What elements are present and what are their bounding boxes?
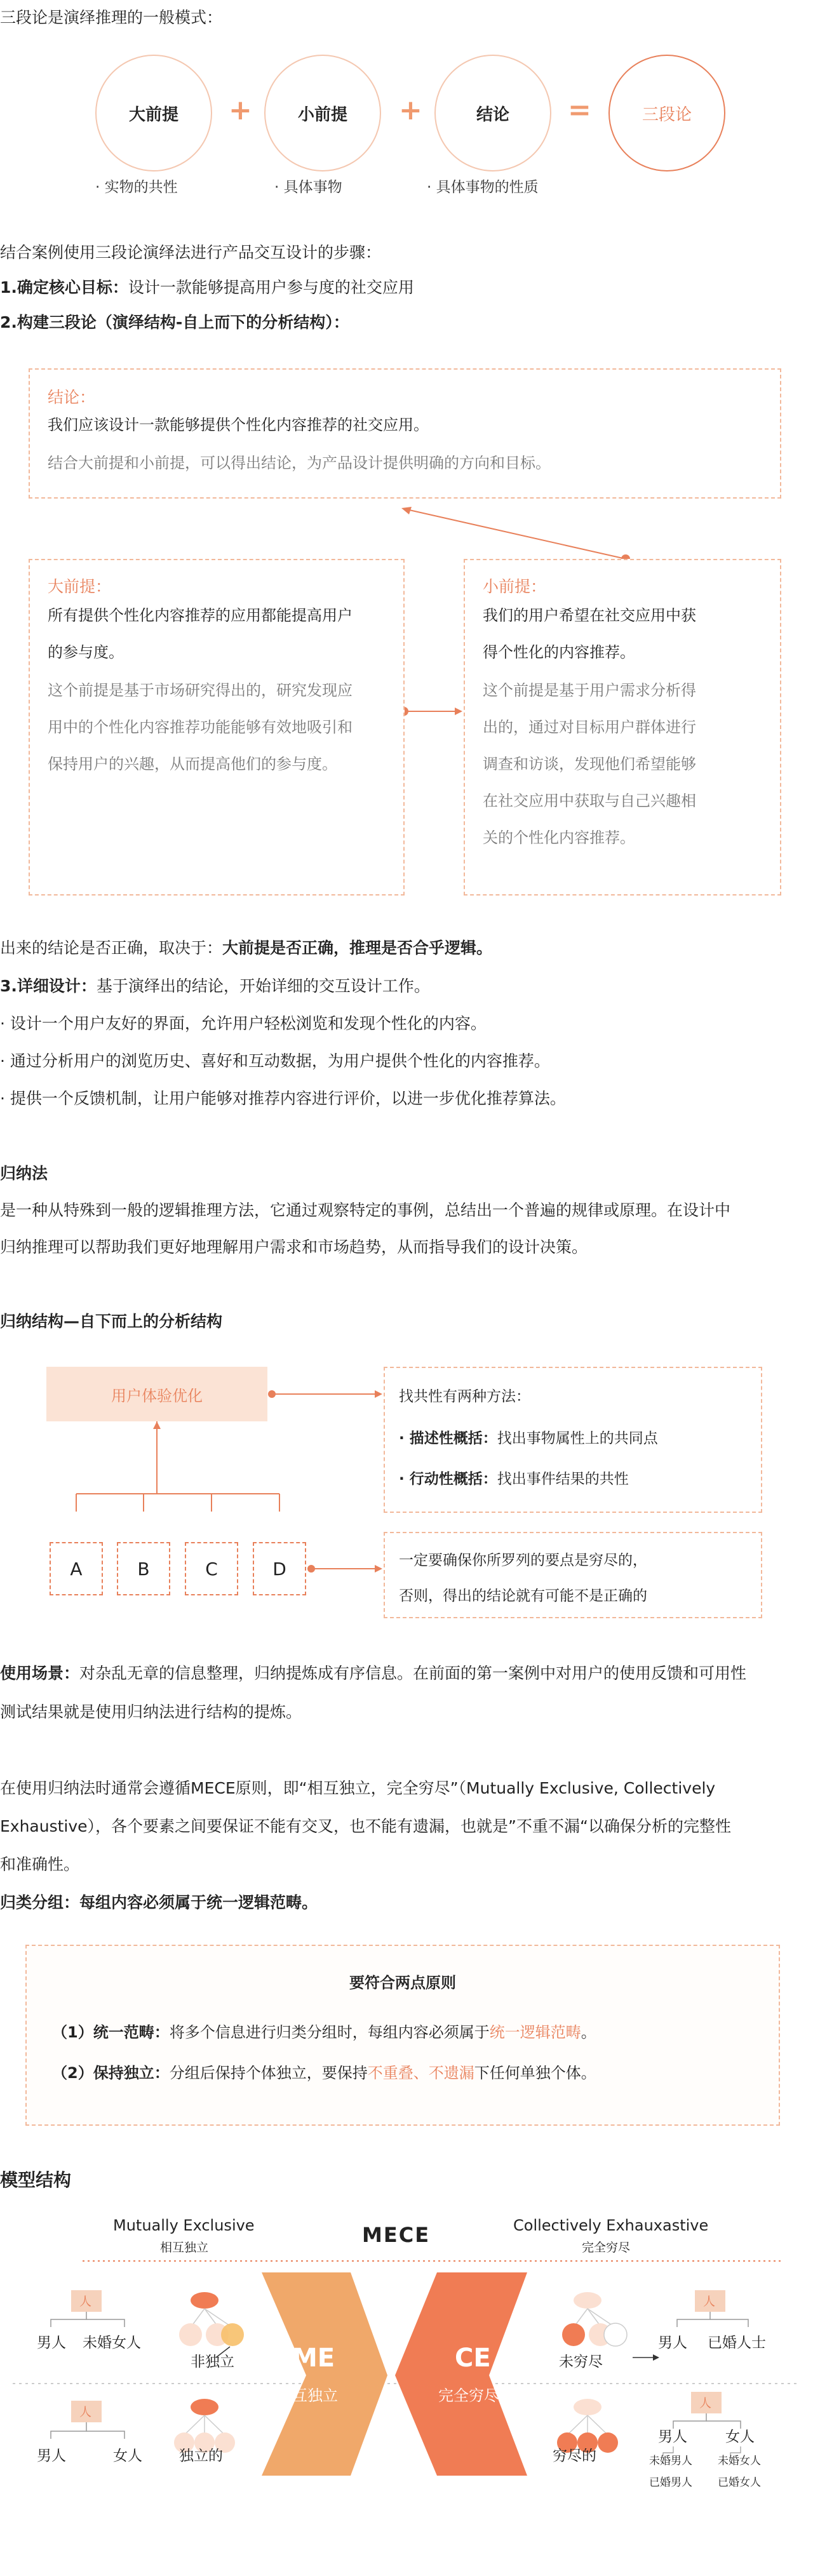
step-1-label: 1.确定核心目标： [0,278,128,297]
me-chinese-label: 相互独立 [160,2241,209,2255]
cluster-parent [191,2292,218,2309]
married-woman-label: 已婚女人 [718,2476,761,2489]
bullet-item: · 提供一个反馈机制，让用户能够对推荐内容进行评价，以进一步优化推荐算法。 [0,1089,566,1108]
minor-text-line: 得个性化的内容推荐。 [483,643,635,661]
step-3-label: 3.详细设计： [0,977,97,995]
person-label: 人 [79,2295,92,2309]
major-note-line: 用中的个性化内容推荐功能能够有效地吸引和 [48,718,353,736]
woman-label: 女人 [725,2429,755,2445]
man-label: 男人 [37,2448,66,2464]
ce-small-label: 完全穷尽 [438,2387,499,2405]
person-label: 人 [699,2396,712,2410]
item-box-d: D [253,1542,306,1595]
me-english-label: Mutually Exclusive [113,2217,255,2234]
principle-1-text: 将多个信息进行归类分组时，每组内容必须属于 [169,2023,490,2041]
not-independent-label: 非独立 [191,2354,234,2370]
cluster-child-missing [604,2323,627,2346]
caption-common: · 实物的共性 [95,179,178,196]
minor-note-line: 关的个性化内容推荐。 [483,829,635,847]
minor-label: 小前提： [483,577,547,596]
step-2: 2.构建三段论（演绎结构-自上而下的分析结构）： [0,313,349,332]
man-label: 男人 [658,2335,687,2351]
result-line [0,937,492,959]
step-3-text: 基于演绎出的结论，开始详细的交互设计工作。 [96,977,430,995]
equals-sign: = [568,94,591,126]
woman-label: 女人 [113,2448,142,2464]
ce-chinese-label: 完全穷尽 [582,2241,631,2255]
item-box-b: B [117,1542,170,1595]
ce-english-label: Collectively Exhauxastive [513,2217,709,2234]
induction-title: 归纳法 [0,1164,48,1183]
arrow-head-right [455,708,462,715]
syllogism-heading: 三段论是演绎推理的一般模式： [0,8,223,27]
result-line-b: 大前提是否正确，推理是否合乎逻辑。 [222,939,493,957]
method-action [399,1467,629,1488]
caption-property: · 具体事物的性质 [427,179,539,196]
conclusion-note: 结合大前提和小前提，可以得出结论，为产品设计提供明确的方向和目标。 [48,454,551,472]
minor-premise-box [464,559,781,896]
method-descriptive-text: 找出事物属性上的共同点 [497,1430,658,1447]
bullet-item: · 设计一个用户友好的界面，允许用户轻松浏览和发现个性化的内容。 [0,1014,487,1033]
person-label: 人 [703,2295,716,2309]
major-premise-box [29,559,405,896]
warning-line: 否则，得出的结论就有可能不是正确的 [399,1588,647,1604]
caption-concrete: · 具体事物 [274,179,342,196]
mece-graphic [0,2248,813,2576]
me-bowtie-shape [262,2272,387,2476]
minor-text-line: 我们的用户希望在社交应用中获 [483,607,696,624]
usage-label: 使用场景： [0,1664,80,1682]
conclusion-label: 结论： [48,388,96,406]
methods-box [384,1367,762,1513]
plus-sign-1: + [229,94,252,126]
principle-1-highlight: 统一逻辑范畴 [489,2023,581,2041]
principles-title: 要符合两点原则 [349,1974,456,1992]
cluster-parent [574,2292,601,2309]
cluster-child [179,2323,202,2346]
mece-line: Exhaustive），各个要素之间要保证不能有交叉，也不能有遗漏，也就是”不重不漏“以确保分析的完整性 [0,1817,731,1835]
ce-bowtie-shape [395,2272,527,2476]
ux-optimization-box: 用户体验优化 [46,1367,267,1421]
minor-note-line: 在社交应用中获取与自己兴趣相 [483,792,696,810]
minor-to-conclusion-arrow [406,509,626,559]
exhaustive-label: 穷尽的 [553,2448,596,2464]
married-person-label: 已婚人士 [708,2335,766,2351]
major-note-line: 这个前提是基于市场研究得出的，研究发现应 [48,681,353,699]
principle-2-highlight: 不重叠、不遗漏 [367,2064,474,2082]
mece-center-title: MECE [362,2223,431,2247]
minor-note-line: 调查和访谈，发现他们希望能够 [483,755,696,773]
principle-2-end: 下任何单独个体。 [474,2064,596,2082]
cluster-child [562,2323,585,2346]
me-small-label: 相互独立 [277,2387,338,2405]
circle-conclusion: 结论 [434,55,551,171]
mece-line: 在使用归纳法时通常会遵循MECE原则，即“相互独立，完全穷尽”（Mutually Exclusive, Collectively [0,1779,716,1797]
induction-structure-title: 归纳结构—自下而上的分析结构 [0,1312,223,1331]
cluster-parent [574,2399,601,2415]
major-text-line: 的参与度。 [48,643,124,661]
major-note [48,672,353,782]
induction-para-line: 是一种从特殊到一般的逻辑推理方法，它通过观察特定的事例，总结出一个普遍的规律或原理。在设计中 [0,1201,731,1219]
bullet-item: · 通过分析用户的浏览历史、喜好和互动数据，为用户提供个性化的内容推荐。 [0,1052,550,1070]
man-label: 男人 [37,2335,66,2351]
principles-box [25,1945,780,2126]
unmarried-woman-sub-label: 未婚女人 [718,2455,761,2467]
usage-text: 对杂乱无章的信息整理，归纳提炼成有序信息。在前面的第一案例中对用户的使用反馈和可用性 [79,1664,747,1682]
item-box-c: C [185,1542,238,1595]
cluster-parent [191,2399,218,2415]
minor-note-line: 出的，通过对目标用户群体进行 [483,718,696,736]
method-action-label: · 行动性概括： [399,1471,497,1487]
unmarried-woman-label: 未婚女人 [83,2335,141,2351]
trunk-arrow-head [153,1421,161,1429]
plus-sign-2: + [399,94,422,126]
methods-title: 找共性有两种方法： [399,1388,530,1405]
circle-minor-premise: 小前提 [264,55,381,171]
minor-text [483,597,696,671]
mece-line: 和准确性。 [0,1855,80,1874]
principle-2-label: （2）保持独立： [52,2064,170,2082]
arrow-head-methods [375,1390,382,1398]
major-text-line: 所有提供个性化内容推荐的应用都能提高用户 [48,607,353,624]
step-3 [0,975,430,997]
induction-para-line: 归纳推理可以帮助我们更好地理解用户需求和市场趋势，从而指导我们的设计决策。 [0,1238,588,1256]
warning-box [384,1532,762,1618]
major-note-line: 保持用户的兴趣，从而提高他们的参与度。 [48,755,337,773]
usage-line-2: 测试结果就是使用归纳法进行结构的提炼。 [0,1703,302,1721]
major-label: 大前提： [48,577,112,596]
principle-2 [52,2060,596,2083]
step-1-text: 设计一款能够提高用户参与度的社交应用 [128,278,414,297]
independent-label: 独立的 [179,2448,223,2464]
step-1 [0,276,414,299]
principle-2-text: 分组后保持个体独立，要保持 [169,2064,368,2082]
steps-intro: 结合案例使用三段论演绎法进行产品交互设计的步骤： [0,243,382,262]
circle-syllogism: 三段论 [608,55,725,171]
me-big-label: ME [292,2344,335,2373]
cluster-child-overlap [221,2323,244,2346]
ce-big-label: CE [455,2344,491,2373]
married-man-label: 已婚男人 [649,2476,692,2489]
principle-1 [52,2020,596,2042]
grouping-rule: 归类分组：每组内容必须属于统一逻辑范畴。 [0,1893,318,1912]
conclusion-text: 我们应该设计一款能够提供个性化内容推荐的社交应用。 [48,416,429,434]
arrow-head-up [401,507,412,514]
model-title: 模型结构 [0,2170,72,2190]
result-line-a: 出来的结论是否正确，取决于： [0,939,223,957]
minor-note [483,672,696,856]
item-box-a: A [50,1542,103,1595]
circle-major-premise: 大前提 [95,55,212,171]
cluster-child [598,2432,618,2453]
method-descriptive-label: · 描述性概括： [399,1430,497,1447]
arrow-head-warning [375,1565,382,1573]
unmarried-man-label: 未婚男人 [649,2455,692,2467]
warning-line: 一定要确保你所罗列的要点是穷尽的， [399,1552,647,1569]
man-label: 男人 [658,2429,687,2445]
method-descriptive [399,1426,658,1447]
principle-1-label: （1）统一范畴： [52,2023,170,2041]
not-exhaustive-label: 未穷尽 [559,2354,603,2370]
principle-1-end: 。 [581,2023,596,2041]
usage-line [0,1662,746,1684]
major-text [48,597,353,671]
person-label: 人 [79,2405,92,2419]
method-action-text: 找出事件结果的共性 [497,1471,629,1487]
minor-note-line: 这个前提是基于用户需求分析得 [483,681,696,699]
conclusion-box [29,368,781,499]
